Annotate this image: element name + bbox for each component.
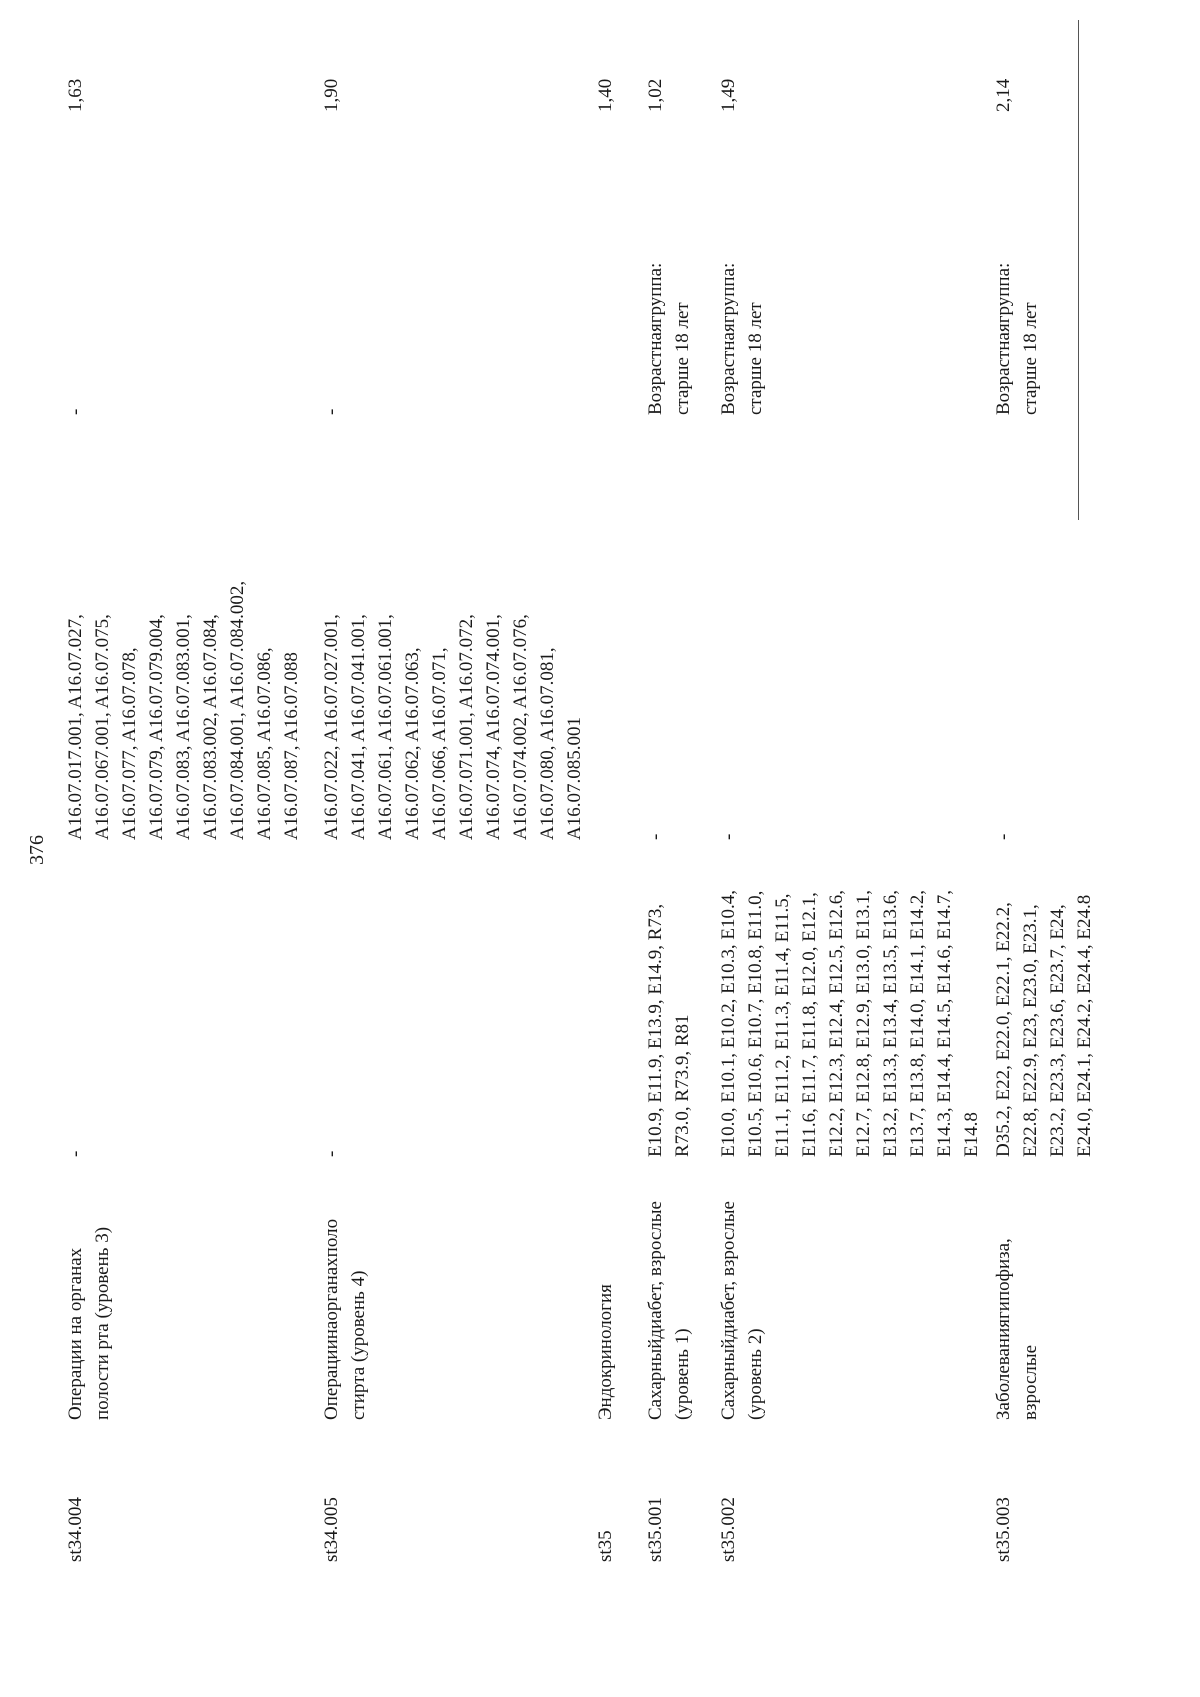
row-code: st35.001: [645, 1497, 666, 1562]
row-name: Операции на органах полости рта (уровень 3): [65, 1226, 113, 1420]
page-number: 376: [26, 835, 48, 865]
row-code: st35.002: [718, 1497, 739, 1562]
row-coefficient: 1,02: [645, 78, 666, 112]
row-name: Операциинаорганахполо стирта (уровень 4): [321, 1218, 369, 1420]
row-procedures: -: [718, 833, 739, 840]
row-name: Эндокринология: [595, 1284, 616, 1420]
row-procedures: A16.07.022, A16.07.027.001, A16.07.041, A16.07.041.001, A16.07.061, A16.07.061.001, A16.07.062, A16.07.063, A16.07.066, A16.07.071, A16.07.071.001, A16.07.072, A16.07.074, A16.07.074.001, A16.07.074.002, A16.07.076, A16.07.080, A16.07.081, A16.07.085.001: [321, 614, 585, 840]
row-coefficient: 1,49: [718, 78, 739, 112]
row-code: st35.003: [993, 1497, 1014, 1562]
bottom-rule: [1078, 20, 1079, 520]
row-diagnoses: -: [321, 1150, 342, 1157]
row-code: st34.005: [321, 1497, 342, 1562]
row-name: Заболеваниягипофиза, взрослые: [993, 1238, 1041, 1420]
row-coefficient: 2,14: [993, 78, 1014, 112]
row-coefficient: 1,63: [65, 78, 86, 112]
row-age: -: [65, 408, 86, 415]
row-code: st34.004: [65, 1497, 86, 1562]
row-age: Возрастнаягруппа: старше 18 лет: [993, 262, 1041, 415]
row-age: Возрастнаягруппа: старше 18 лет: [718, 262, 766, 415]
row-procedures: A16.07.017.001, A16.07.027, A16.07.067.001, A16.07.075, A16.07.077, A16.07.078, A16.07.079, A16.07.079.004, A16.07.083, A16.07.083.001, A16.07.083.002, A16.07.084, A16.07.084.001, A16.07.084.002, A16.07.085, A16.07.086, A16.07.087, A16.07.088: [65, 580, 302, 840]
row-diagnoses: E10.9, E11.9, E13.9, E14.9, R73, R73.0, R73.9, R81: [645, 903, 693, 1157]
row-diagnoses: E10.0, E10.1, E10.2, E10.3, E10.4, E10.5, E10.6, E10.7, E10.8, E11.0, E11.1, E11.2, E11.3, E11.4, E11.5, E11.6, E11.7, E11.8, E12.0, E12.1, E12.2, E12.3, E12.4, E12.5, E12.6, E12.7, E12.8, E12.9, E13.0, E13.1, E13.2, E13.3, E13.4, E13.5, E13.6, E13.7, E13.8, E14.0, E14.1, E14.2, E14.3, E14.4, E14.5, E14.6, E14.7, E14.8: [718, 889, 982, 1157]
row-age: -: [321, 408, 342, 415]
row-name: Сахарныйдиабет, взрослые (уровень 2): [718, 1201, 766, 1420]
rotated-document-page: [0, 20, 1140, 1660]
row-procedures: -: [645, 833, 666, 840]
row-code: st35: [595, 1530, 616, 1562]
row-diagnoses: -: [65, 1150, 86, 1157]
row-coefficient: 1,40: [595, 78, 616, 112]
row-procedures: -: [993, 833, 1014, 840]
row-age: Возрастнаягруппа: старше 18 лет: [645, 262, 693, 415]
row-name: Сахарныйдиабет, взрослые (уровень 1): [645, 1201, 693, 1420]
row-coefficient: 1,90: [321, 78, 342, 112]
row-diagnoses: D35.2, E22, E22.0, E22.1, E22.2, E22.8, E22.9, E23, E23.0, E23.1, E23.2, E23.3, E23.6, E23.7, E24, E24.0, E24.1, E24.2, E24.4, E24.8: [993, 894, 1095, 1157]
